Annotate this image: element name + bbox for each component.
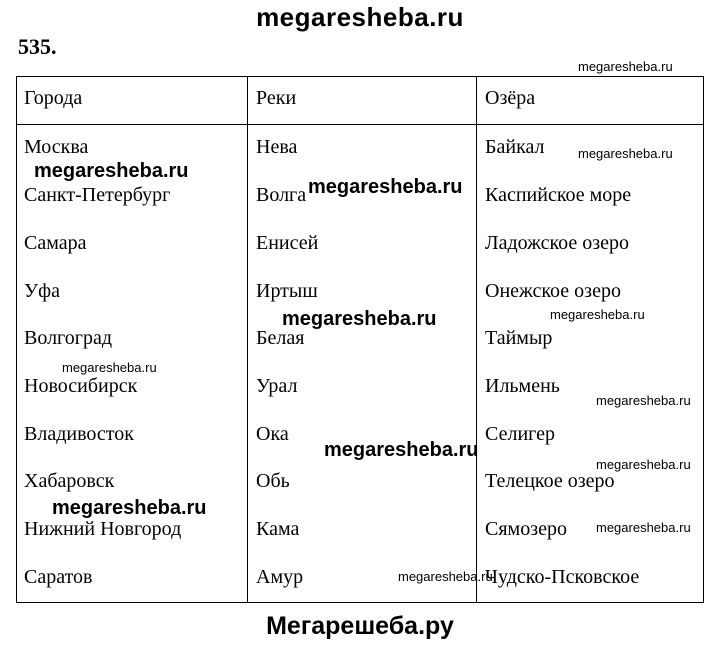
- river-cell: Волга: [256, 184, 307, 206]
- lake-cell: Сямозеро: [485, 518, 567, 540]
- lake-cell: Чудско-Псковское: [485, 566, 640, 588]
- watermark: megaresheba.ru: [282, 308, 437, 330]
- city-cell: Москва: [24, 136, 89, 158]
- column-divider: [476, 77, 477, 602]
- lake-cell: Ладожское озеро: [485, 232, 630, 254]
- watermark: megaresheba.ru: [596, 393, 691, 408]
- lake-cell: Онежское озеро: [485, 280, 621, 302]
- river-cell: Обь: [256, 470, 290, 492]
- lake-cell: Байкал: [485, 136, 545, 158]
- header-rivers: Реки: [256, 87, 297, 109]
- lake-cell: Каспийское море: [485, 184, 632, 206]
- watermark: megaresheba.ru: [596, 520, 691, 535]
- river-cell: Иртыш: [256, 280, 318, 302]
- river-cell: Енисей: [256, 232, 319, 254]
- river-cell: Нева: [256, 136, 298, 158]
- river-cell: Урал: [256, 375, 298, 397]
- watermark: megaresheba.ru: [324, 439, 479, 461]
- river-cell: Белая: [256, 327, 305, 349]
- city-cell: Санкт-Петербург: [24, 184, 171, 206]
- header-lakes: Озёра: [485, 87, 536, 109]
- watermark: megaresheba.ru: [34, 160, 189, 182]
- city-cell: Владивосток: [24, 423, 134, 445]
- watermark: megaresheba.ru: [52, 497, 207, 519]
- lake-cell: Таймыр: [485, 327, 553, 349]
- lake-cell: Телецкое озеро: [485, 470, 615, 492]
- watermark: megaresheba.ru: [308, 176, 463, 198]
- watermark: megaresheba.ru: [398, 569, 493, 584]
- city-cell: Хабаровск: [24, 470, 115, 492]
- lake-cell: Селигер: [485, 423, 555, 445]
- river-cell: Кама: [256, 518, 300, 540]
- site-footer: Мегарешеба.ру: [266, 612, 454, 640]
- city-cell: Новосибирск: [24, 375, 138, 397]
- watermark: megaresheba.ru: [578, 59, 673, 74]
- watermark: megaresheba.ru: [550, 307, 645, 322]
- site-header: megaresheba.ru: [256, 2, 464, 32]
- city-cell: Волгоград: [24, 327, 113, 349]
- city-cell: Нижний Новгород: [24, 518, 182, 540]
- city-cell: Саратов: [24, 566, 93, 588]
- watermark: megaresheba.ru: [62, 360, 157, 375]
- column-divider: [247, 77, 248, 602]
- header-divider: [17, 124, 703, 125]
- lake-cell: Ильмень: [485, 375, 560, 397]
- city-cell: Уфа: [24, 280, 60, 302]
- city-cell: Самара: [24, 232, 87, 254]
- river-cell: Ока: [256, 423, 289, 445]
- task-number: 535.: [18, 34, 57, 59]
- watermark: megaresheba.ru: [596, 457, 691, 472]
- header-cities: Города: [24, 87, 83, 109]
- watermark: megaresheba.ru: [578, 146, 673, 161]
- river-cell: Амур: [256, 566, 304, 588]
